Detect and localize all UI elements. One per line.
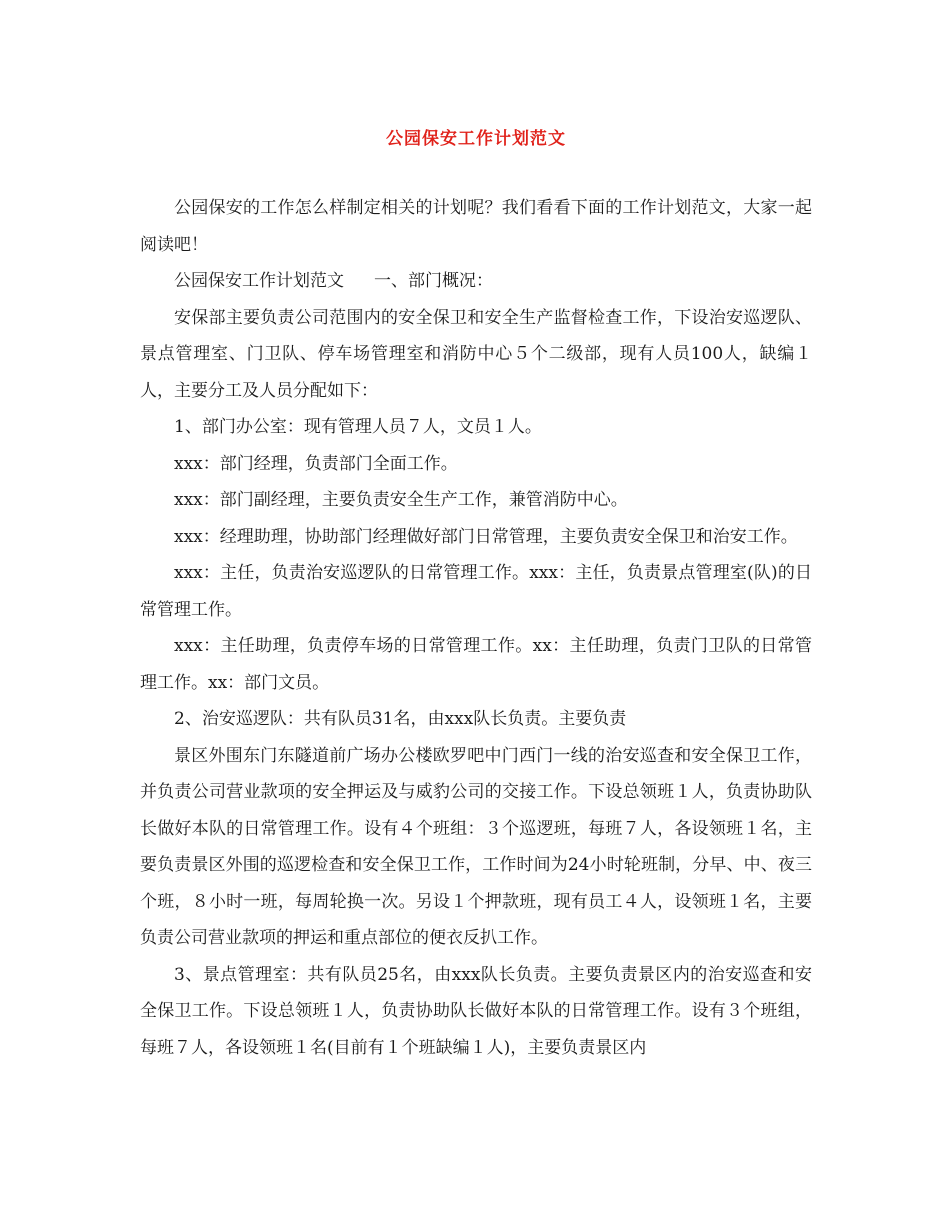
paragraph-patrol-body: 景区外围东门东隧道前广场办公楼欧罗吧中门西门一线的治安巡查和安全保卫工作，并负责公司营业款项的安全押运及与威豹公司的交接工作。下设总领班１人，负责协助队长做好本队的日常管理工作。设有４个班组：３个巡逻班，每班７人，各设领班１名，主要负责景区外围的巡逻检查和安全保卫工作，工作时间为24小时轮班制，分早、中、夜三个班，８小时一班，每周轮换一次。另设１个押款班，现有员工４人，设领班１名，主要负责公司营业款项的押运和重点部位的便衣反扒工作。 bbox=[140, 745, 812, 948]
paragraph-deputy: xxx：部门副经理，主要负责安全生产工作，兼管消防中心。 bbox=[174, 490, 628, 510]
heading-left: 公园保安工作计划范文 bbox=[174, 271, 344, 291]
paragraph-intro: 公园保安的工作怎么样制定相关的计划呢？我们看看下面的工作计划范文，大家一起阅读吧！ bbox=[140, 198, 812, 255]
paragraph-assistant-directors: xxx：主任助理，负责停车场的日常管理工作。xx：主任助理，负责门卫队的日常管理工作。xx：部门文员。 bbox=[140, 636, 812, 693]
paragraph-directors: xxx：主任，负责治安巡逻队的日常管理工作。xxx：主任，负责景点管理室(队)的日常管理工作。 bbox=[140, 563, 812, 620]
paragraph-assistant: xxx：经理助理，协助部门经理做好部门日常管理，主要负责安全保卫和治安工作。 bbox=[174, 526, 798, 547]
document-body bbox=[140, 190, 812, 1066]
paragraph-heading-line bbox=[140, 263, 812, 300]
paragraph-patrol-title: 2、治安巡逻队：共有队员31名，由xxx队长负责。主要负责 bbox=[174, 709, 627, 729]
paragraph-manager: xxx：部门经理，负责部门全面工作。 bbox=[174, 453, 458, 474]
paragraph-office: 1、部门办公室：现有管理人员７人，文员１人。 bbox=[174, 417, 542, 437]
paragraph-scenic: 3、景点管理室：共有队员25名，由xxx队长负责。主要负责景区内的治安巡查和安全保卫工作。下设总领班１人，负责协助队长做好本队的日常管理工作。设有３个班组，每班７人，各设领班１名(目前有１个班缺编１人)，主要负责景区内 bbox=[140, 964, 812, 1058]
paragraph-overview: 安保部主要负责公司范围内的安全保卫和安全生产监督检查工作，下设治安巡逻队、景点管理室、门卫队、停车场管理室和消防中心５个二级部，现有人员100人，缺编１人，主要分工及人员分配如下： bbox=[140, 307, 812, 401]
document-title: 公园保安工作计划范文 bbox=[386, 129, 566, 149]
heading-right: 一、部门概况： bbox=[374, 271, 493, 291]
